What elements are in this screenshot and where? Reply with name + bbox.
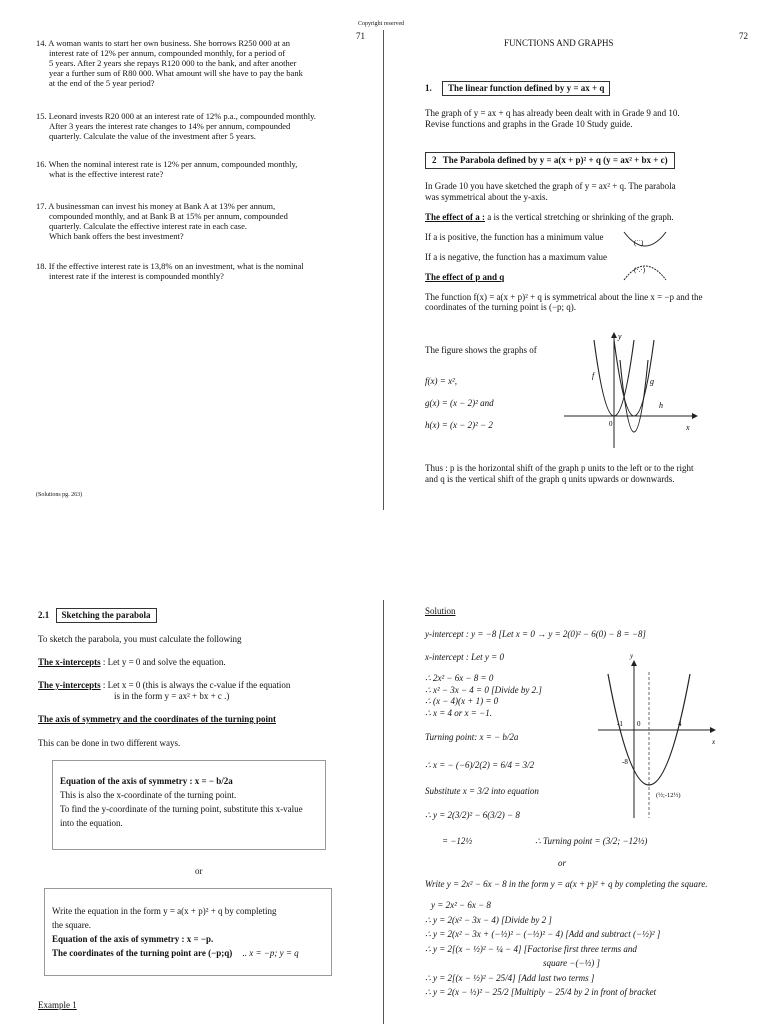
h-label: h [659,401,663,410]
problem-number: 16. [36,159,47,170]
text-line: ∴ x = 4 or x = −1. [425,708,492,719]
problem-line: A woman wants to start her own business. She borrows R250 000 at an [48,38,291,48]
problem-line: After 3 years the interest rate changes to 14% per annum, compounded [49,121,291,132]
problem-number: 18. [36,261,47,272]
text-line: Equation of the axis of symmetry : x = − b/2a [60,776,233,786]
x-intercepts-line [38,657,226,668]
text-line: : Let y = 0 and solve the equation. [102,657,226,667]
smiley-up-icon: (˙˙) [634,239,644,247]
top-divider [383,30,384,510]
x-tick-neg1: -1 [617,720,623,728]
smiley-down-icon: (·.·) [634,266,646,274]
effect-a-text: a is the vertical stretching or shrinking of the graph. [487,212,674,223]
problem-line: quarterly. Calculate the effective interest rate in each case. [49,221,247,232]
problem-line: what is the effective interest rate? [49,169,164,180]
problem-line: 5 years. After 2 years she repays R120 000 to the bank, and after another [49,58,297,69]
shift-summary [425,463,755,485]
method-box-1-text [60,775,322,831]
parabola-family-graph [558,330,698,455]
text-line: square −(−½) ] [543,958,601,969]
section-1-number: 1. [425,83,432,93]
x-label: x [686,423,690,432]
text-line: Revise functions and graphs in the Grade 10 Study guide. [425,118,633,129]
text-line: y = 2x² − 6x − 8 [431,900,491,910]
two-ways: This can be done in two different ways. [38,738,181,748]
min-parabola-icon [624,232,666,246]
text-line: The function f(x) = a(x + p)² + q is symmetrical about the line x = −p and the [425,291,703,302]
a-positive-line [425,232,755,243]
section-2-header-box [425,152,675,169]
solution-heading: Solution [425,606,456,616]
a-negative-line [425,252,755,263]
y-axis-arrow [611,332,617,338]
parabola-sketches [620,230,670,284]
text-line: : Let x = 0 (this is always the c-value if the equation [102,680,291,690]
text-line: In Grade 10 you have sketched the graph of y = ax² + q. The parabola [425,180,676,191]
text-line: If a is positive, the function has a minimum value [425,232,604,243]
problem-line: If the effective interest rate is 13,8% on an investment, what is the nominal [48,261,304,272]
g-curve [614,340,654,416]
page-number-right: 72 [739,31,748,41]
text-line: into the equation. [60,817,123,828]
text-line: To find the y-coordinate of the turning point, substitute this x-value [60,803,303,814]
section-2 [425,152,755,313]
y-label: y [630,652,634,660]
text-line: is in the form y = ax² + bx + c .) [114,690,230,701]
axis-heading: The axis of symmetry and the coordinates of the turning point [38,714,276,724]
text-line: ∴ y = 2[(x − ½)² − ¼ − 4] [Factorise first three terms and [425,943,637,954]
text-line: ∴ y = 2(x − ½)² − 25/2 [Multiply − 25/4 by 2 in front of bracket [425,987,657,998]
problem-17 [36,201,366,241]
h-curve [620,360,648,432]
or-separator-right: or [558,858,567,868]
x-tick-4: 4 [678,720,682,728]
x-axis-arrow [692,413,698,419]
effect-pq [425,272,755,283]
section-1 [425,81,755,129]
section-2-number: 2 [432,155,437,165]
g-definition: g(x) = (x − 2)² and [425,398,494,408]
problem-line: Leonard invests R20 000 at an interest rate of 12% p.a., compounded monthly. [48,111,316,122]
bottom-divider [383,600,384,1024]
y-intercept-label: -8 [622,758,628,766]
problem-number: 17. [36,201,47,212]
problem-line: interest rate of 12% per annum, compounded monthly, for a period of [49,48,286,59]
effect-pq-text [425,292,755,314]
example-parabola-graph [594,652,724,822]
y-intercepts-heading: The y-intercepts [38,680,101,690]
section-1-text [425,108,755,130]
problem-18 [36,261,366,281]
problems-list [36,38,366,281]
text-line: coordinates of the turning point is (−p; q). [425,302,577,313]
text-line: This is also the x-coordinate of the turning point. [60,789,237,800]
text-line: was symmetrical about the y-axis. [425,191,548,202]
text-line: Write the equation in the form y = a(x + p)² + q by completing [52,906,277,916]
or-separator: or [195,866,203,876]
text-line: Equation of the axis of symmetry : x = −p. [52,933,214,944]
problem-number: 14. [36,38,47,48]
problem-line: year a further sum of R80 000. What amount will she have to pay the bank [49,68,303,79]
g-label: g [650,377,654,386]
section-2-1 [38,608,157,623]
x-tick-0: 0 [637,720,641,728]
text-line: The coordinates of the turning point are (−p;q) [52,947,233,958]
text-line: Thus : p is the horizontal shift of the graph p units to the left or to the right [425,463,694,473]
sketch-intro: To sketch the parabola, you must calculate the following [38,634,242,644]
y-axis-arrow [631,660,637,666]
complete-square-intro: Write y = 2x² − 6x − 8 in the form y = a(x + p)² + q by completing the square. [425,879,708,889]
text-line: The graph of y = ax + q has already been dealt with in Grade 9 and 10. [425,107,680,118]
text-line: and q is the vertical shift of the graph q units upwards or downwards. [425,473,675,484]
y-label: y [618,332,622,341]
x-axis-arrow [710,727,716,733]
f-label: f [592,371,595,380]
effect-a [425,212,755,223]
text-line: ∴ (x − 4)(x + 1) = 0 [425,696,499,707]
text-line: ∴ y = 2(x² − 3x + (−½)² − (−½)² − 4) [Add and subtract (−½)² ] [425,929,661,940]
problem-15 [36,111,366,141]
problem-number: 15. [36,111,47,122]
page-number-left: 71 [356,31,365,41]
figure-intro: The figure shows the graphs of [425,345,537,355]
page-title: FUNCTIONS AND GRAPHS [504,38,614,48]
section-2-1-title: Sketching the parabola [56,608,157,623]
substitute-calc: ∴ y = 2(3/2)² − 6(3/2) − 8 [425,810,520,820]
x-intercepts-heading: The x-intercepts [38,657,101,667]
problem-line: Which bank offers the best investment? [49,231,184,242]
problem-line: When the nominal interest rate is 12% per annum, compounded monthly, [48,159,298,170]
turning-point-label: (½;-12½) [656,792,681,799]
text-line: ∴ y = 2[(x − ½)² − 25/4] [Add last two terms ] [425,972,595,983]
problem-line: A businessman can invest his money at Bank A at 13% per annum, [48,201,276,212]
text-line: ∴ x² − 3x − 4 = 0 [Divide by 2.] [425,684,542,695]
section-2-text [425,181,755,203]
intercept-steps [425,673,542,720]
copyright-note: Copyright reserved [358,21,405,27]
substitute-line: Substitute x = 3/2 into equation [425,786,539,796]
y-intercept-line: y-intercept : y = −8 [Let x = 0 → y = 2(0)² − 6(0) − 8 = −8] [425,629,646,639]
x-intercept-line: x-intercept : Let y = 0 [425,652,504,662]
problem-16 [36,159,366,179]
text-line: ∴ 2x² − 6x − 8 = 0 [425,673,494,683]
problem-line: compounded monthly, and at Bank B at 15% per annum, compounded [49,211,288,222]
text-line: ∴ y = 2(x² − 3x − 4) [Divide by 2 ] [425,914,552,925]
section-1-title: The linear function defined by y = ax + q [442,81,610,96]
x-label: x [712,738,716,746]
problem-14 [36,38,366,88]
section-2-1-number: 2.1 [38,610,50,620]
turning-point-result: ∴ Turning point = (3/2; −12½) [535,836,648,846]
substitute-result: = −12½ [442,836,473,846]
example-heading: Example 1 [38,1000,77,1010]
complete-square-steps [425,898,755,1000]
turning-point-formula: Turning point: x = − b/2a [425,732,519,742]
problem-line: quarterly. Calculate the value of the investment after 5 years. [49,131,256,142]
method-box-2-text [52,905,328,961]
problem-line: interest rate if the interest is compounded monthly? [49,271,224,282]
h-definition: h(x) = (x − 2)² − 2 [425,420,493,430]
effect-pq-heading: The effect of p and q [425,271,505,282]
effect-a-heading: The effect of a : [425,212,485,223]
text-line: .. x = −p; y = q [242,947,299,958]
text-line: the square. [52,919,91,930]
text-line: If a is negative, the function has a maximum value [425,251,607,262]
y-intercepts-line [38,680,290,702]
solutions-reference: (Solutions pg. 263) [36,492,83,498]
section-2-title: The Parabola defined by y = a(x + p)² + q (y = ax² + bx + c) [442,155,668,165]
origin-label: 0 [609,420,613,428]
problem-line: at the end of the 5 year period? [49,78,155,89]
turning-point-x: ∴ x = − (−6)/2(2) = 6/4 = 3/2 [425,760,535,770]
f-definition: f(x) = x², [425,376,458,386]
